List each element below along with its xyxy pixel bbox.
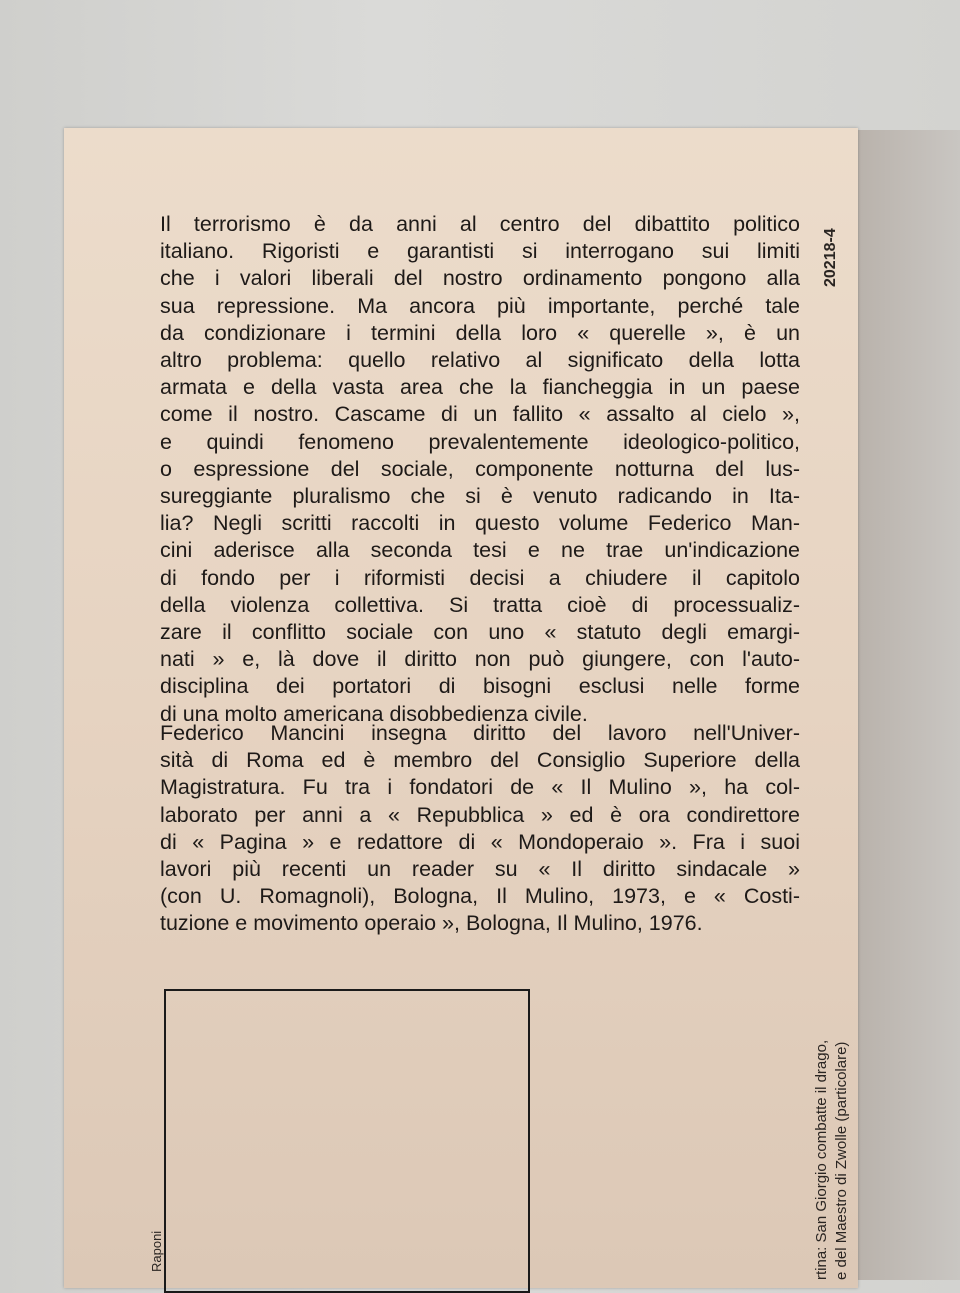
text-line: tuzione e movimento operaio », Bologna, Il Mulino, 1976. <box>160 911 703 936</box>
text-line: Federico Mancini insegna diritto del lavoro nell'Univer- <box>160 721 800 745</box>
barcode-placeholder-box <box>164 989 530 1293</box>
text-line: di « Pagina » e redattore di « Mondoperaio ». Fra i suoi <box>160 829 800 854</box>
text-line: di una molto americana disobbedienza civile. <box>160 701 588 726</box>
text-line: lia? Negli scritti raccolti in questo volume Federico Man- <box>160 511 800 536</box>
blurb-paragraph <box>160 211 800 728</box>
text-line: sità di Roma ed è membro del Consiglio Superiore della <box>160 748 800 773</box>
catalog-code: 20218-4 <box>822 228 839 287</box>
cover-image-credit <box>812 1040 852 1280</box>
text-line: della violenza collettiva. Si tratta cioè di processualiz- <box>160 592 800 617</box>
text-line: laborato per anni a « Repubblica » ed è ora condirettore <box>160 802 800 827</box>
text-line: Il terrorismo è da anni al centro del dibattito politico <box>160 212 800 236</box>
text-line: Magistratura. Fu tra i fondatori de « Il Mulino », ha col- <box>160 775 800 800</box>
credit-line: rtina: San Giorgio combatte il drago, <box>813 1039 830 1280</box>
text-line: cini aderisce alla seconda tesi e ne trae un'indicazione <box>160 538 800 563</box>
text-line: sua repressione. Ma ancora più importante, perché tale <box>160 293 800 318</box>
text-line: e quindi fenomeno prevalentemente ideologico-politico, <box>160 429 800 454</box>
text-line: altro problema: quello relativo al significato della lotta <box>160 348 800 373</box>
text-line: di fondo per i riformisti decisi a chiudere il capitolo <box>160 565 800 590</box>
text-line: come il nostro. Cascame di un fallito « assalto al cielo », <box>160 402 800 427</box>
text-line: zare il conflitto sociale con uno « statuto degli emargi- <box>160 620 800 645</box>
text-line: che i valori liberali del nostro ordinamento pongono alla <box>160 266 800 291</box>
text-line: italiano. Rigoristi e garantisti si interrogano sui limiti <box>160 239 800 264</box>
book-spine-shadow <box>856 130 960 1280</box>
credit-line: e del Maestro di Zwolle (particolare) <box>833 1041 850 1280</box>
text-line: lavori più recenti un reader su « Il diritto sindacale » <box>160 857 800 882</box>
text-line: nati » e, là dove il diritto non può giungere, con l'auto- <box>160 647 800 672</box>
designer-credit: Raponi <box>149 1230 164 1272</box>
text-line: o espressione del sociale, componente notturna del lus- <box>160 456 800 481</box>
text-line: disciplina dei portatori di bisogni esclusi nelle forme <box>160 674 800 699</box>
text-line: armata e della vasta area che la fiancheggia in un paese <box>160 375 800 400</box>
text-line: da condizionare i termini della loro « querelle », è un <box>160 320 800 345</box>
text-line: (con U. Romagnoli), Bologna, Il Mulino, 1973, e « Costi- <box>160 884 800 909</box>
text-line: sureggiante pluralismo che si è venuto radicando in Ita- <box>160 484 800 509</box>
author-bio-paragraph <box>160 720 800 938</box>
